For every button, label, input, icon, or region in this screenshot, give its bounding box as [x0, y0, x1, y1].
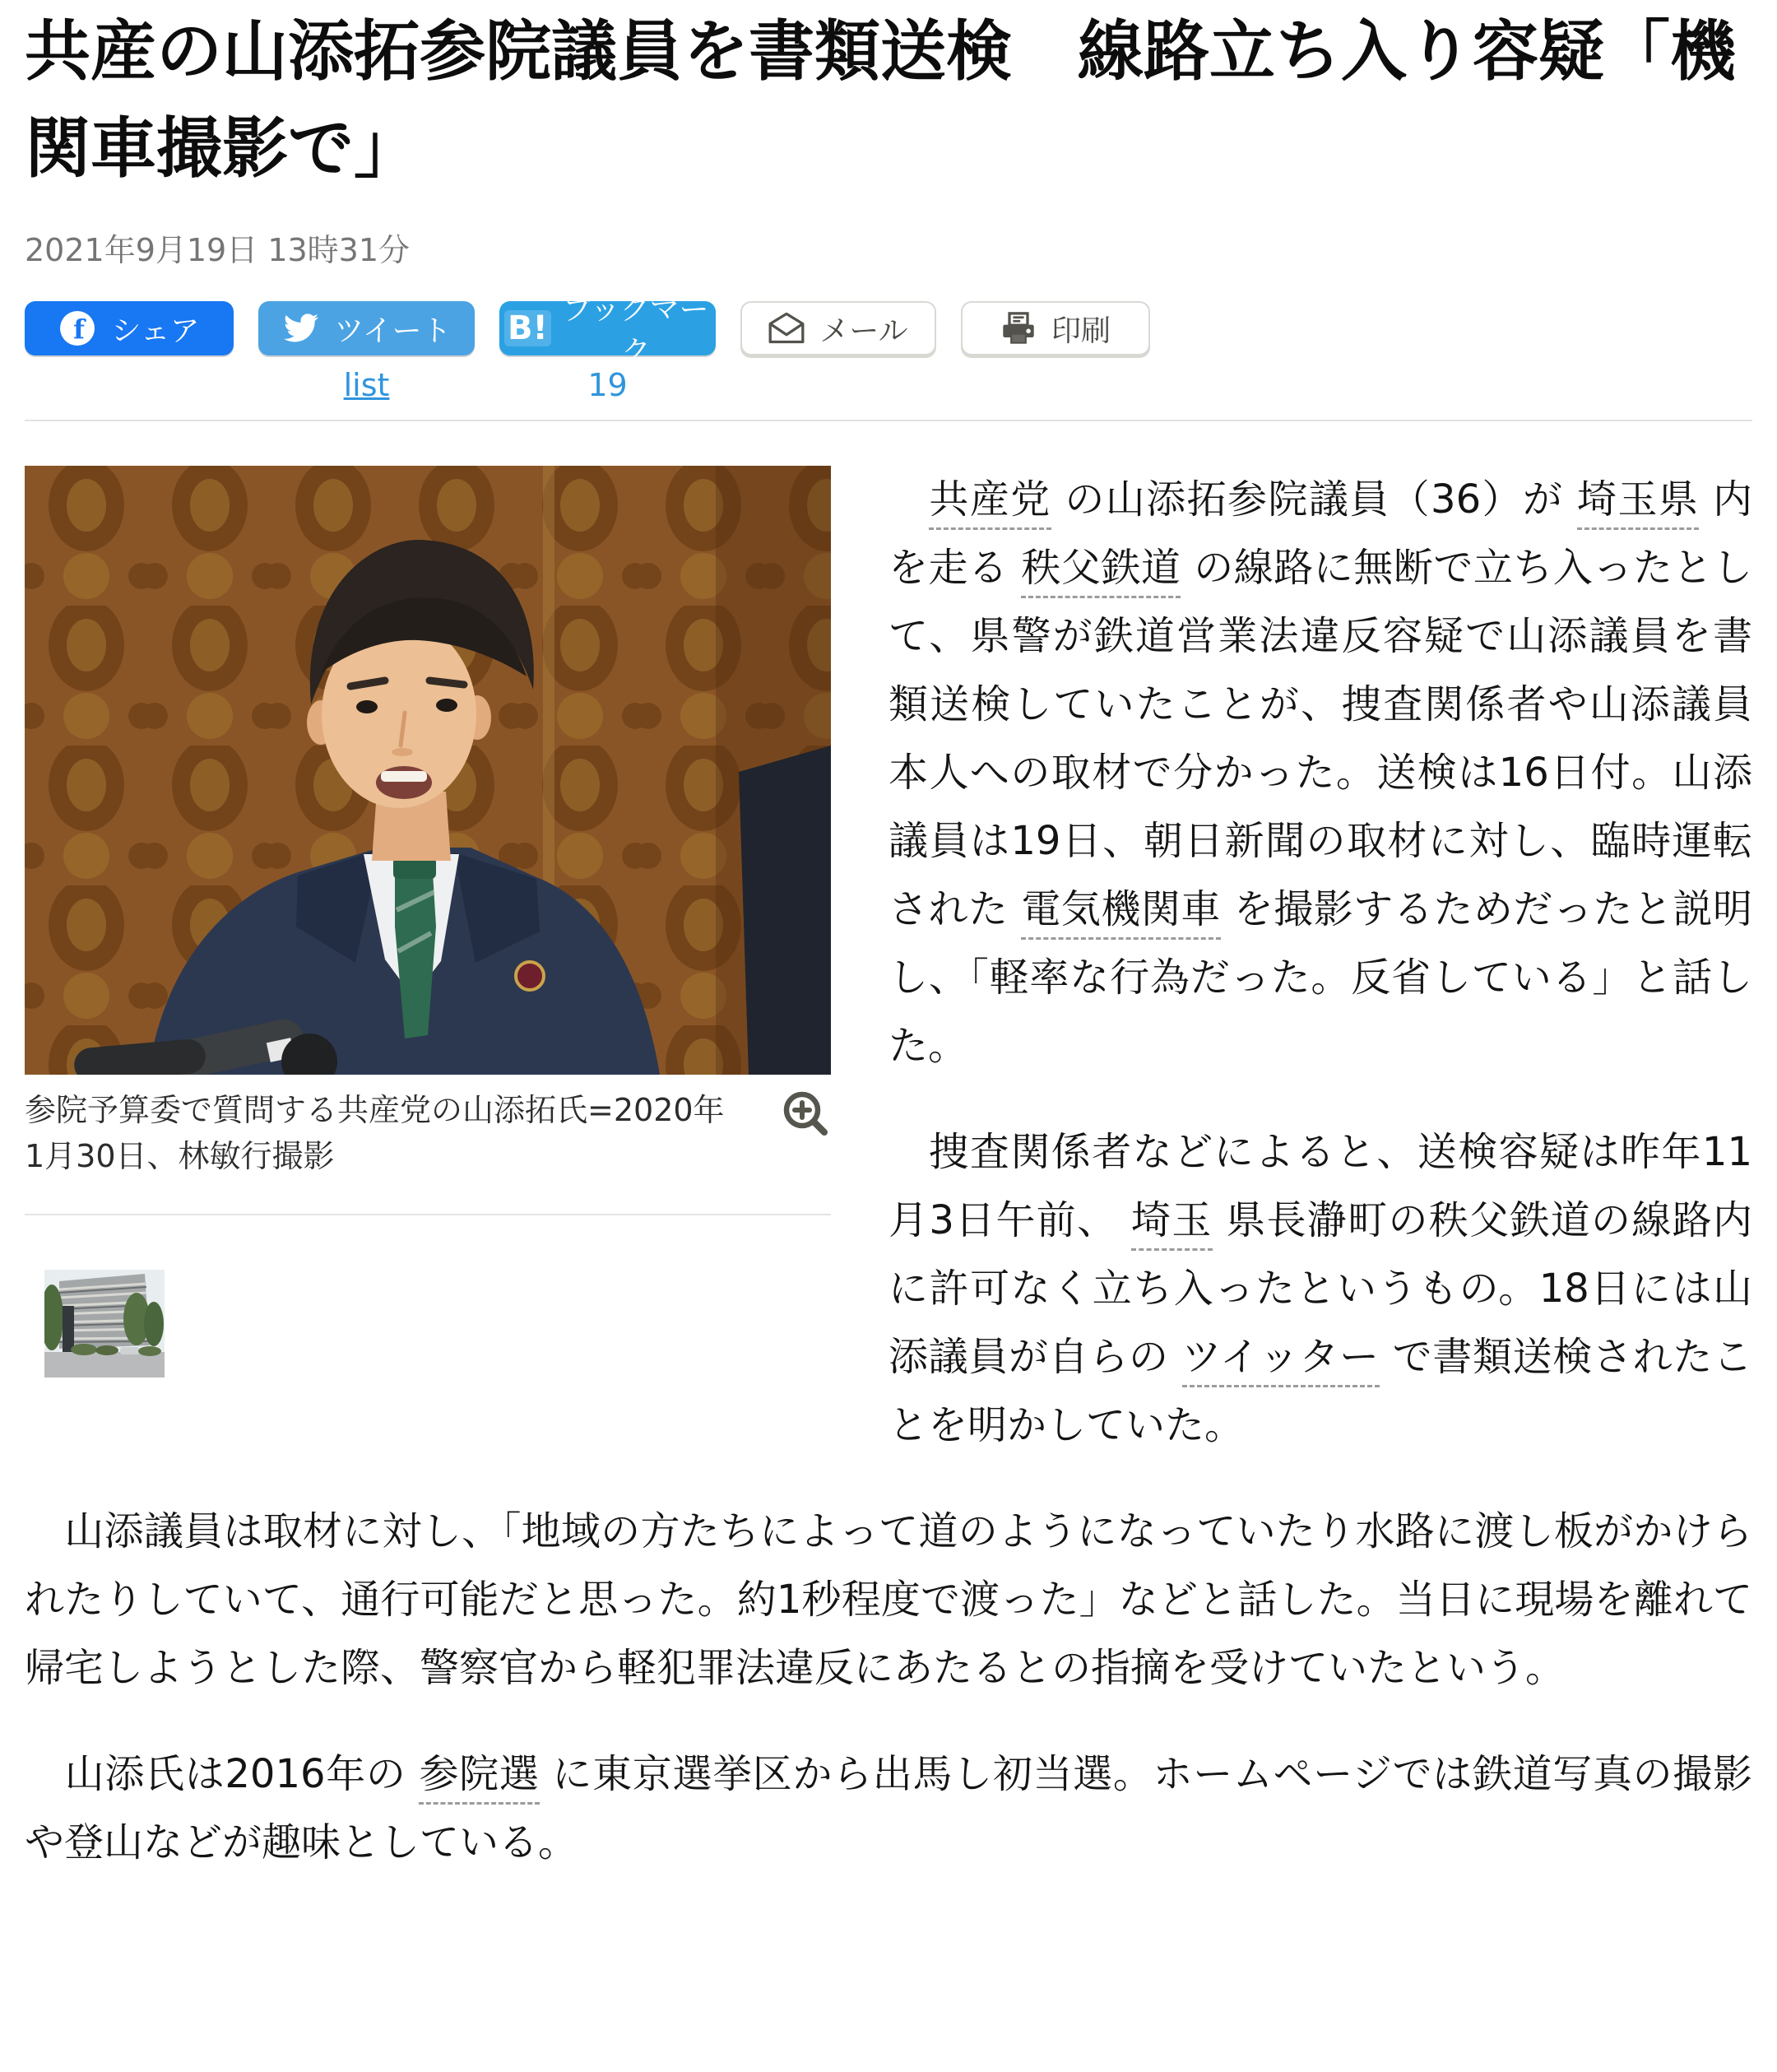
section-divider [25, 420, 1752, 421]
text-run: 山添議員は取材に対し、「地域の方たちによって道のようになっていたり水路に渡し板がかけられたりしていて、通行可能だと思った。約1秒程度で渡った」などと話した。当日に現場を離れて帰宅しようとした際、警察官から軽犯罪法違反にあたるとの指摘を受けていたという。 [25, 1508, 1752, 1692]
hatena-b-icon: B! [504, 310, 551, 346]
text-run: 山添氏は2016年の [25, 1751, 420, 1798]
text-run: で書類送検されたことを明かしていた。 [888, 1334, 1752, 1449]
facebook-share-button[interactable] [25, 301, 234, 355]
twitter-bird-icon [281, 309, 319, 347]
facebook-share-label: シェア [111, 314, 200, 348]
svg-text:f: f [73, 314, 86, 346]
print-button[interactable] [961, 301, 1150, 355]
mail-share-col [740, 301, 936, 355]
facebook-share-col [25, 301, 234, 355]
mail-button-label: メール [819, 314, 908, 348]
hatena-bookmark-button[interactable] [499, 293, 716, 369]
twitter-list-link[interactable]: list [343, 367, 390, 404]
article-figure-column [25, 466, 831, 1412]
article-body [25, 466, 1752, 1877]
mail-button[interactable] [740, 301, 936, 355]
text-run: の山添拓参院議員（36）が [1051, 476, 1578, 523]
facebook-icon [58, 309, 96, 347]
share-toolbar [25, 293, 1752, 407]
keyword-link[interactable]: 共産党 [929, 476, 1051, 530]
keyword-link[interactable]: 参院選 [419, 1751, 539, 1805]
keyword-link[interactable]: ツイッター [1182, 1334, 1380, 1387]
envelope-icon [768, 312, 805, 345]
twitter-share-col [258, 301, 475, 407]
article-paragraph [25, 1740, 1752, 1877]
article-photo[interactable] [25, 466, 831, 1075]
print-share-col [961, 301, 1150, 355]
article-thumbnail-photo[interactable] [44, 1270, 165, 1377]
publish-date: 2021年9月19日 13時31分 [25, 232, 411, 269]
text-run: に東京選挙区から出馬し初当選。ホームページでは鉄道写真の撮影や登山などが趣味としている。 [25, 1751, 1752, 1866]
keyword-link[interactable]: 秩父鉄道 [1021, 545, 1181, 598]
text-run: 県長瀞町の秩父鉄道の線路内に許可なく立ち入ったというもの。18日には山添議員が自らの [888, 1197, 1752, 1381]
text-run: 内を走る [888, 476, 1752, 592]
article-paragraph [25, 1498, 1752, 1703]
keyword-link[interactable]: 埼玉県 [1577, 476, 1699, 530]
page-title: 共産の山添拓参院議員を書類送検 線路立ち入り容疑「機関車撮影で」 [25, 13, 1736, 187]
hatena-bookmark-count[interactable]: 19 [587, 367, 628, 404]
article-photo-figure [25, 466, 831, 1075]
hatena-share-col [499, 293, 716, 407]
text-run [888, 476, 929, 523]
text-run: を撮影するためだったと説明し、「軽率な行為だった。反省している」と話した。 [888, 886, 1752, 1070]
twitter-tweet-button[interactable] [258, 301, 475, 355]
keyword-link[interactable]: 埼玉 [1131, 1197, 1213, 1251]
text-run: 捜査関係者などによると、送検容疑は昨年11月3日午前、 [888, 1129, 1752, 1244]
hatena-bookmark-label: ブックマーク [563, 293, 709, 369]
photo-caption-row [25, 1088, 831, 1215]
printer-icon [1000, 312, 1037, 345]
zoom-in-magnifier-icon[interactable] [780, 1088, 831, 1139]
article-page [0, 3, 1777, 1877]
text-run: の線路に無断で立ち入ったとして、県警が鉄道営業法違反容疑で山添議員を書類送検していたことが、捜査関係者や山添議員本人への取材で分かった。送検は16日付。山添議員は19日、朝日新聞の取材に対し、臨時運転された [888, 545, 1752, 933]
twitter-tweet-label: ツイート [334, 314, 452, 348]
keyword-link[interactable]: 電気機関車 [1021, 886, 1221, 940]
photo-caption: 参院予算委で質問する共産党の山添拓氏=2020年1月30日、林敏行撮影 [25, 1092, 725, 1174]
print-button-label: 印刷 [1051, 314, 1111, 348]
